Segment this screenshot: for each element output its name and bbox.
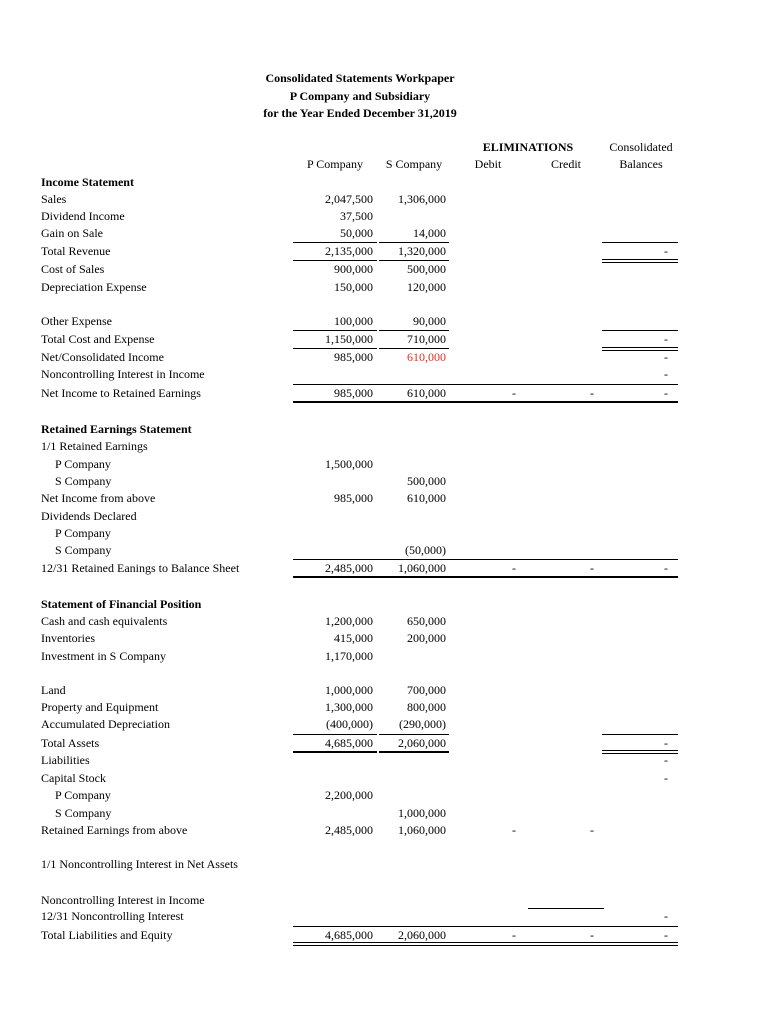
rule-line (293, 751, 377, 753)
rule-line (602, 242, 678, 243)
consolidated-value: - (664, 367, 668, 381)
row-label: Net Income from above (41, 491, 156, 505)
row-label: Dividend Income (41, 209, 125, 223)
s-company-value: (290,000) (399, 717, 446, 731)
header-s-company: S Company (385, 157, 443, 171)
header-eliminations: ELIMINATIONS (482, 140, 574, 154)
header-balances: Balances (619, 157, 663, 171)
p-company-value: 2,485,000 (325, 823, 373, 837)
p-company-value: 4,685,000 (325, 928, 373, 942)
s-company-value: 610,000 (407, 350, 446, 364)
row-label: 12/31 Noncontrolling Interest (41, 909, 184, 923)
rule-line (293, 348, 377, 349)
s-company-value: 710,000 (407, 332, 446, 346)
rule-line (293, 242, 377, 243)
s-company-value: 610,000 (407, 491, 446, 505)
rule-line (379, 242, 449, 243)
row-label: Depreciation Expense (41, 280, 147, 294)
row-label: Investment in S Company (41, 649, 166, 663)
p-company-value: 2,047,500 (325, 192, 373, 206)
s-company-value: 500,000 (407, 262, 446, 276)
p-company-value: 50,000 (340, 226, 373, 240)
p-company-value: 4,685,000 (325, 736, 373, 750)
double-rule-line (602, 347, 678, 351)
row-label: Noncontrolling Interest in Income (41, 893, 205, 907)
debit-value: - (512, 928, 516, 942)
title-line-2: P Company and Subsidiary (289, 89, 431, 103)
s-company-value: 2,060,000 (398, 928, 446, 942)
rule-line (293, 401, 678, 403)
p-company-value: 985,000 (334, 491, 373, 505)
header-credit: Credit (551, 157, 581, 171)
row-label: Inventories (41, 631, 95, 645)
s-company-value: 2,060,000 (398, 736, 446, 750)
row-label: Property and Equipment (41, 700, 159, 714)
rule-line (379, 734, 449, 735)
s-company-value: 90,000 (413, 314, 446, 328)
row-label: Sales (41, 192, 67, 206)
p-company-value: 1,170,000 (325, 649, 373, 663)
p-company-value: (400,000) (326, 717, 373, 731)
p-company-value: 1,500,000 (325, 457, 373, 471)
p-company-value: 2,200,000 (325, 788, 373, 802)
s-company-value: 120,000 (407, 280, 446, 294)
s-company-value: 14,000 (413, 226, 446, 240)
row-label: Noncontrolling Interest in Income (41, 367, 205, 381)
p-company-value: 100,000 (334, 314, 373, 328)
rule-line (528, 908, 604, 909)
rule-line (293, 559, 678, 560)
rule-line (379, 348, 449, 349)
s-company-value: 1,306,000 (398, 192, 446, 206)
rule-line (379, 751, 449, 753)
row-label: Cash and cash equivalents (41, 614, 168, 628)
header-debit: Debit (474, 157, 502, 171)
row-label: Total Liabilities and Equity (41, 928, 173, 942)
s-company-value: 1,320,000 (398, 244, 446, 258)
row-label: Land (41, 683, 66, 697)
rule-line (602, 734, 678, 735)
row-label: P Company (55, 526, 111, 540)
row-label: Capital Stock (41, 771, 106, 785)
row-label: S Company (55, 806, 112, 820)
double-rule-line (602, 750, 678, 754)
consolidated-value: - (664, 332, 668, 346)
rule-line (293, 384, 678, 385)
consolidated-value: - (664, 909, 668, 923)
credit-value: - (590, 386, 594, 400)
consolidated-value: - (664, 928, 668, 942)
row-label: Total Assets (41, 736, 100, 750)
row-label: P Company (55, 457, 111, 471)
consolidated-value: - (664, 244, 668, 258)
rule-line (293, 734, 377, 735)
rule-line (293, 330, 377, 331)
title-line-3: for the Year Ended December 31,2019 (263, 106, 457, 120)
p-company-value: 1,150,000 (325, 332, 373, 346)
s-company-value: 1,000,000 (398, 806, 446, 820)
p-company-value: 985,000 (334, 386, 373, 400)
row-label: Total Cost and Expense (41, 332, 155, 346)
p-company-value: 900,000 (334, 262, 373, 276)
credit-value: - (590, 561, 594, 575)
section-financial-position: Statement of Financial Position (41, 597, 202, 611)
p-company-value: 2,135,000 (325, 244, 373, 258)
s-company-value: 610,000 (407, 386, 446, 400)
consolidated-value: - (664, 753, 668, 767)
title-line-1: Consolidated Statements Workpaper (265, 71, 455, 85)
s-company-value: 200,000 (407, 631, 446, 645)
rule-line (379, 260, 449, 261)
header-p-company: P Company (307, 157, 363, 171)
row-label: P Company (55, 788, 111, 802)
row-label: Retained Earnings from above (41, 823, 188, 837)
consolidated-value: - (664, 561, 668, 575)
consolidated-value: - (664, 350, 668, 364)
row-label: Liabilities (41, 753, 90, 767)
row-label: Total Revenue (41, 244, 111, 258)
s-company-value: 700,000 (407, 683, 446, 697)
consolidated-value: - (664, 771, 668, 785)
row-label: Gain on Sale (41, 226, 103, 240)
debit-value: - (512, 561, 516, 575)
section-income-statement: Income Statement (41, 175, 134, 189)
row-label: Net Income to Retained Earnings (41, 386, 201, 400)
row-label: Dividends Declared (41, 509, 137, 523)
consolidated-value: - (664, 736, 668, 750)
consolidated-value: - (664, 386, 668, 400)
row-label: 1/1 Retained Earnings (41, 439, 148, 453)
rule-line (602, 330, 678, 331)
debit-value: - (512, 823, 516, 837)
debit-value: - (512, 386, 516, 400)
s-company-value: 650,000 (407, 614, 446, 628)
p-company-value: 1,200,000 (325, 614, 373, 628)
row-label: Net/Consolidated Income (41, 350, 164, 364)
p-company-value: 2,485,000 (325, 561, 373, 575)
row-label: Accumulated Depreciation (41, 717, 170, 731)
row-label: S Company (55, 543, 112, 557)
rule-line (293, 576, 678, 578)
p-company-value: 1,000,000 (325, 683, 373, 697)
s-company-value: (50,000) (405, 543, 446, 557)
double-rule-line (602, 259, 678, 263)
s-company-value: 1,060,000 (398, 561, 446, 575)
rule-line (293, 260, 377, 261)
p-company-value: 415,000 (334, 631, 373, 645)
row-label: Other Expense (41, 314, 112, 328)
credit-value: - (590, 823, 594, 837)
row-label: S Company (55, 474, 112, 488)
double-rule-line (293, 942, 678, 946)
header-consolidated: Consolidated (609, 140, 673, 154)
row-label: 1/1 Noncontrolling Interest in Net Assets (41, 857, 238, 871)
s-company-value: 500,000 (407, 474, 446, 488)
rule-line (379, 330, 449, 331)
row-label: Cost of Sales (41, 262, 105, 276)
credit-value: - (590, 928, 594, 942)
p-company-value: 37,500 (340, 209, 373, 223)
s-company-value: 800,000 (407, 700, 446, 714)
s-company-value: 1,060,000 (398, 823, 446, 837)
rule-line (293, 926, 678, 927)
p-company-value: 1,300,000 (325, 700, 373, 714)
row-label: 12/31 Retained Eanings to Balance Sheet (41, 561, 240, 575)
section-retained-earnings: Retained Earnings Statement (41, 422, 192, 436)
p-company-value: 985,000 (334, 350, 373, 364)
p-company-value: 150,000 (334, 280, 373, 294)
